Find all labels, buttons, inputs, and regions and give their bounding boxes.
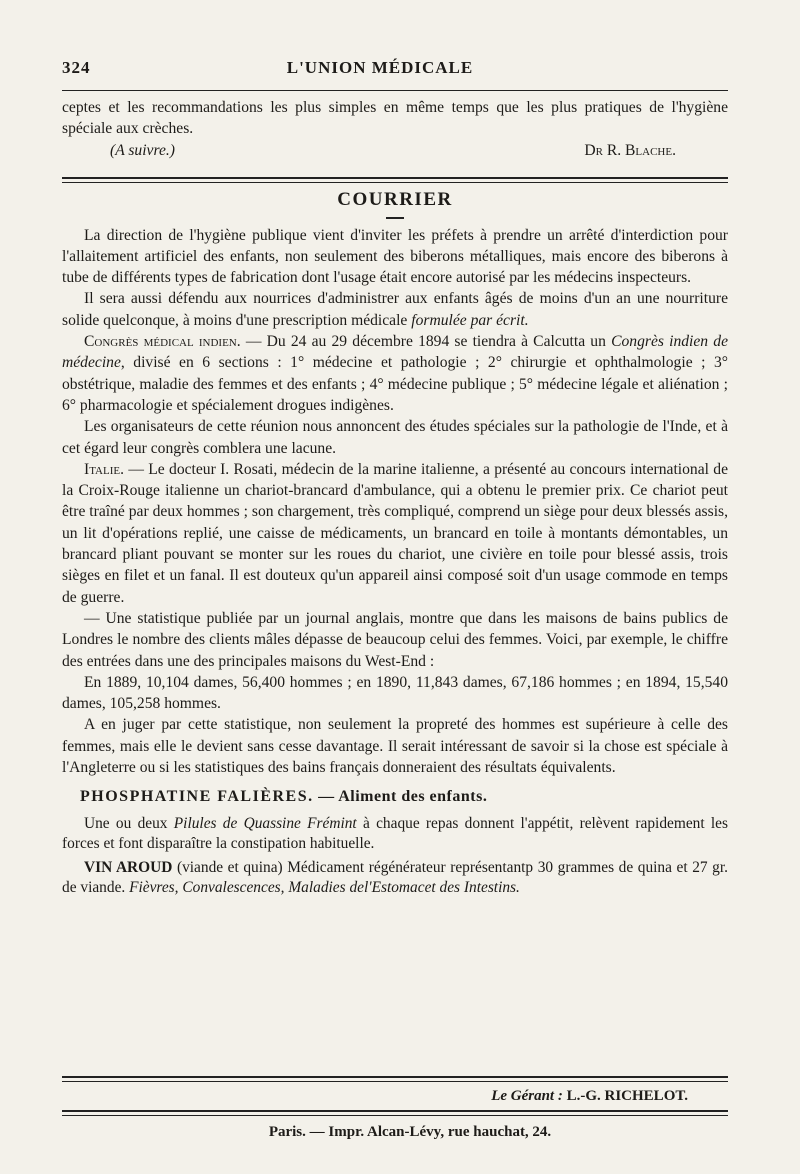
ad-vin-aroud-text: (viande et quina) Médicament régénérateur représentantp 30 grammes de quina et 27 gr. de viande. (62, 859, 728, 897)
journal-title: L'UNION MÉDICALE (286, 58, 474, 77)
title-dash (386, 217, 404, 219)
section-rule (62, 177, 728, 183)
continuation-text: ceptes et les recommandations les plus simples en même temps que les plus pratiques de l'hygiène spéciale aux crèches. (62, 99, 728, 138)
paragraph-organisateurs: Les organisateurs de cette réunion nous annoncent des études spéciales sur la pathologie de l'Inde, et à cet égard leur congrès comblera une lacune. (62, 418, 728, 457)
ad-vin-aroud-italic: Fièvres, Convalescences, Maladies del'Estomacet des Intestins. (129, 879, 520, 897)
paragraph-congres (62, 331, 728, 416)
ad-quassine-b: à chaque repas donnent l'appétit, relèvent rapidement les forces et font disparaître la constipation habituelle. (62, 815, 728, 853)
ad-phosphatine (62, 786, 728, 808)
p3-text-b: , divisé en 6 sections : 1° médecine et pathologie ; 2° chirurgie et ophthalmologie ; 3° obstétrique, maladie des femmes et des enfants ; 4° médecine publique ; 5° médecine légale et aliénation ; 6° pharmacologie et spécialement drogues indigènes. (62, 354, 728, 414)
p3-text-a: — Du 24 au 29 décembre 1894 se tiendra à Calcutta un (240, 333, 612, 351)
paragraph-italie (62, 459, 728, 608)
signature-row (62, 140, 728, 161)
running-header (62, 58, 728, 84)
p2-text: Il sera aussi défendu aux nourrices d'administrer aux enfants âgés de moins d'un an une nourriture solide quelconque, à moins d'une prescription médicale (62, 290, 728, 329)
ad-quassine-a: Une ou deux (84, 815, 174, 833)
advertisements (62, 786, 728, 898)
section-title: COURRIER (337, 188, 453, 210)
paragraph-chiffres: En 1889, 10,104 dames, 56,400 hommes ; en 1890, 11,843 dames, 67,186 hommes ; en 1894, 15,540 dames, 105,258 hommes. (62, 673, 728, 713)
gerant-line (62, 1082, 728, 1110)
paragraph-conclusion: A en juger par cette statistique, non seulement la propreté des hommes est supérieure à celle des femmes, mais elle le devient sans cesse davantage. Il serait intéressant de savoir si la chose est spéciale à l'Angleterre ou si les statistiques des bains français donneraient des résultats équivalents. (62, 716, 728, 777)
footer (62, 1076, 728, 1141)
ad-vin-aroud (62, 858, 728, 898)
author-signature: Dr R. Blache. (584, 141, 676, 159)
ad-vin-aroud-name: VIN AROUD (84, 859, 173, 877)
gerant-name: L.-G. RICHELOT. (566, 1088, 688, 1104)
page (62, 58, 728, 898)
p3-italic: Congrès indien de médecine (62, 333, 728, 372)
p2-italic: formulée par écrit. (411, 311, 529, 329)
ad-phosphatine-text: — Aliment des enfants. (313, 788, 488, 806)
footer-rule-bottom (62, 1110, 728, 1116)
ad-quassine (62, 814, 728, 854)
gerant-label: Le Gérant : (491, 1088, 563, 1104)
to-follow-note: (A suivre.) (110, 141, 175, 159)
paragraph-hygiene: La direction de l'hygiène publique vient d'inviter les préfets à prendre un arrêté d'interdiction pour l'allaitement artificiel des enfants, non seulement des biberons métalliques, mais encore des biberons à tube de différents types de fabrication dont l'usage était encore autorisé par les médecins inspecteurs. (62, 226, 728, 287)
paragraph-nourrices (62, 288, 728, 331)
p3-lead: Congrès médical indien. (84, 333, 241, 351)
ad-phosphatine-name: PHOSPHATINE FALIÈRES. (80, 788, 314, 806)
paragraph-statistique: — Une statistique publiée par un journal anglais, montre que dans les maisons de bains publics de Londres le nombre des clients mâles dépasse de beaucoup celui des femmes. Voici, par exemple, le chiffre des entrées dans une des principales maisons du West-End : (62, 609, 728, 670)
printer-line: Paris. — Impr. Alcan-Lévy, rue hauchat, 24. (268, 1124, 552, 1140)
header-rule (62, 90, 728, 91)
page-number: 324 (62, 58, 91, 77)
ad-quassine-italic: Pilules de Quassine Frémint (173, 815, 357, 833)
p5-lead: Italie. (84, 460, 124, 478)
p5-text: — Le docteur I. Rosati, médecin de la marine italienne, a présenté au concours international de la Croix-Rouge italienne un chariot-brancard d'ambulance, qui a obtenu le premier prix. Ce chariot peut être traîné par deux hommes ; son chargement, très compliqué, comprend un siège pour deux blessés assis, un lit d'opérations replié, une caisse de médicaments, un brancard en toile à montants démontables, un brancard pliant pouvant se monter sur les roues du chariot, une civière en toile pour blessé assis, trois sièges en filet et un fanal. Il est douteux qu'un appareil ainsi composé soit d'un usage commode en temps de guerre. (62, 460, 728, 606)
